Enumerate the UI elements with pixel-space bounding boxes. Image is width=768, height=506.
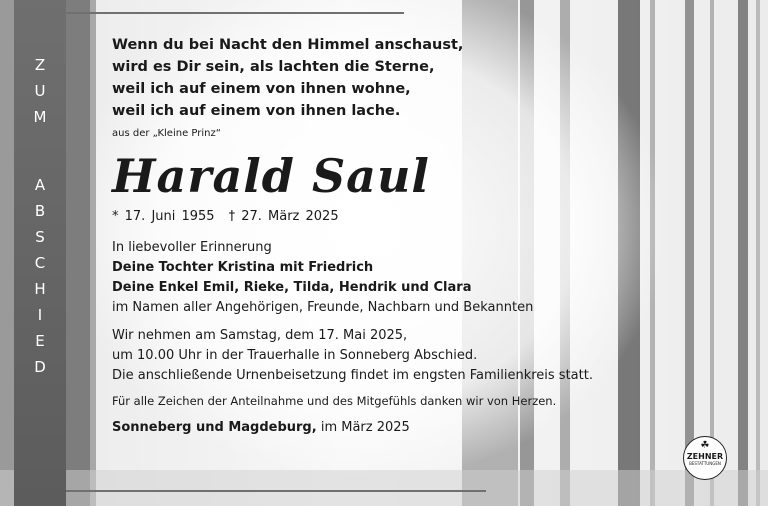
logo-subtitle: BESTATTUNGEN — [689, 461, 721, 466]
death-date: † 27. März 2025 — [228, 209, 339, 224]
obituary-content — [112, 34, 672, 435]
strip-letter: M — [33, 108, 47, 126]
mourner-line: im Namen aller Angehörigen, Freunde, Nachbarn und Bekannten — [112, 300, 534, 315]
strip-letter: A — [34, 176, 46, 194]
poem-line: Wenn du bei Nacht den Himmel anschaust, — [112, 37, 464, 53]
strip-letter: U — [34, 82, 46, 100]
strip-letter: E — [35, 332, 45, 350]
tree-icon: ☘ — [700, 440, 710, 451]
strip-letter: S — [35, 228, 45, 246]
poem-line: wird es Dir sein, als lachten die Sterne, — [112, 59, 435, 75]
ceremony-line: um 10.00 Uhr in der Trauerhalle in Sonneberg Abschied. — [112, 348, 478, 363]
frame-line-top — [66, 12, 404, 14]
thanks-text: Für alle Zeichen der Anteilnahme und des Mitgefühls danken wir von Herzen. — [112, 394, 557, 408]
strip-letter: C — [34, 254, 46, 272]
mourner-line: Deine Enkel Emil, Rieke, Tilda, Hendrik und Clara — [112, 280, 472, 295]
poem — [112, 34, 672, 122]
life-dates — [112, 209, 672, 224]
strip-letter: B — [34, 202, 46, 220]
place-date-text: im März 2025 — [320, 420, 410, 435]
birth-date: * 17. Juni 1955 — [112, 209, 215, 224]
strip-letter: I — [37, 306, 43, 324]
place-cities: Sonneberg und Magdeburg, — [112, 420, 317, 435]
mourners-intro: In liebevoller Erinnerung — [112, 240, 272, 255]
funeral-home-logo — [683, 436, 727, 480]
ceremony-line: Wir nehmen am Samstag, dem 17. Mai 2025, — [112, 328, 408, 343]
deceased-name: Harald Saul — [112, 149, 430, 203]
poem-line: weil ich auf einem von ihnen wohne, — [112, 81, 411, 97]
strip-letter: H — [34, 280, 46, 298]
ceremony-block — [112, 326, 672, 386]
ceremony-line: Die anschließende Urnenbeisetzung findet im engsten Familienkreis statt. — [112, 368, 593, 383]
frame-line-bottom — [66, 490, 486, 492]
mourners-block — [112, 238, 672, 318]
side-strip-text — [14, 52, 66, 380]
strip-letter: D — [34, 358, 46, 376]
poem-line: weil ich auf einem von ihnen lache. — [112, 103, 401, 119]
strip-letter: Z — [34, 56, 46, 74]
poem-source: aus der „Kleine Prinz“ — [112, 128, 221, 139]
mourner-line: Deine Tochter Kristina mit Friedrich — [112, 260, 374, 275]
logo-name: ZEHNER — [686, 452, 724, 461]
place-date — [112, 420, 672, 435]
